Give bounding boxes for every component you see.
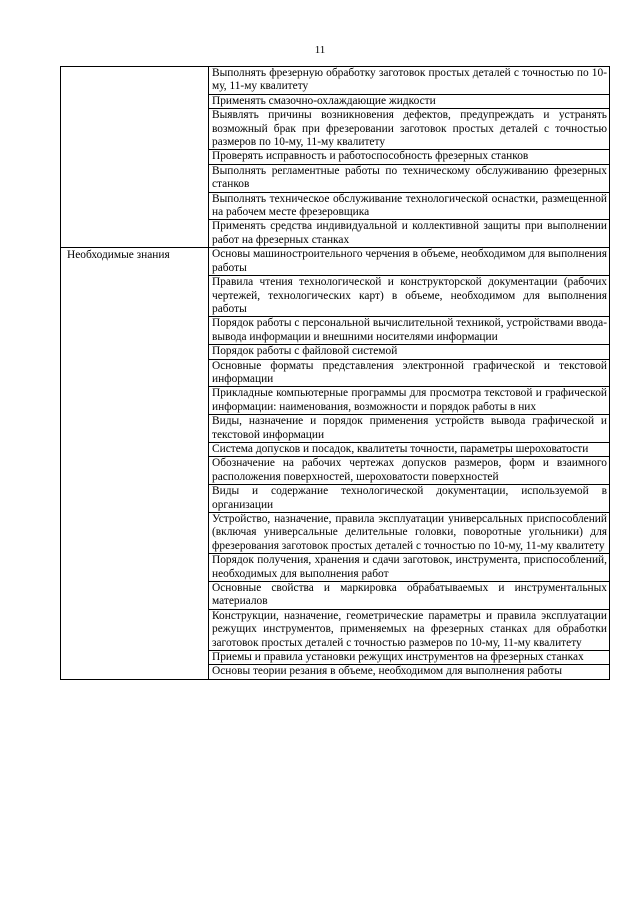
requirements-table bbox=[60, 66, 610, 680]
knowledge-text: Порядок получения, хранения и сдачи заготовок, инструмента, приспособлений, необходимых для выполнения работ bbox=[209, 554, 610, 582]
knowledge-text: Приемы и правила установки режущих инструментов на фрезерных станках bbox=[209, 651, 610, 665]
table-row bbox=[61, 67, 610, 95]
knowledge-text: Основные форматы представления электронной графической и текстовой информации bbox=[209, 359, 610, 387]
requirement-text: Выявлять причины возникновения дефектов, предупреждать и устранять возможный брак при фрезеровании заготовок простых деталей с точностью размеров по 10-му, 11-му квалитету bbox=[209, 109, 610, 150]
knowledge-text: Основы теории резания в объеме, необходимом для выполнения работы bbox=[209, 665, 610, 679]
knowledge-text: Порядок работы с персональной вычислительной техникой, устройствами ввода-вывода информации и внешними носителями информации bbox=[209, 317, 610, 345]
knowledge-text: Виды и содержание технологической документации, используемой в организации bbox=[209, 485, 610, 513]
requirement-label-cell bbox=[61, 67, 209, 248]
knowledge-text: Виды, назначение и порядок применения устройств вывода графической и текстовой информации bbox=[209, 415, 610, 443]
knowledge-text: Конструкции, назначение, геометрические параметры и правила эксплуатации режущих инструментов, применяемых на фрезерных станках для обработки заготовок простых деталей с точностью размеров по 10-му, 11-му квалитету bbox=[209, 609, 610, 650]
knowledge-text: Устройство, назначение, правила эксплуатации универсальных приспособлений (включая универсальные делительные головки, поворотные угольники) для фрезерования заготовок простых деталей с точностью по 10-му, 11-му квалитету bbox=[209, 513, 610, 554]
knowledge-text: Порядок работы с файловой системой bbox=[209, 345, 610, 359]
table-row bbox=[61, 248, 610, 276]
table-body bbox=[61, 67, 610, 680]
knowledge-text: Обозначение на рабочих чертежах допусков размеров, форм и взаимного расположения поверхностей, шероховатости поверхностей bbox=[209, 457, 610, 485]
requirement-text: Применять смазочно-охлаждающие жидкости bbox=[209, 94, 610, 108]
knowledge-text: Правила чтения технологической и конструкторской документации (рабочих чертежей, технологических карт) в объеме, необходимом для выполнения работы bbox=[209, 276, 610, 317]
requirement-text: Выполнять техническое обслуживание технологической оснастки, размещенной на рабочем месте фрезеровщика bbox=[209, 192, 610, 220]
knowledge-text: Система допусков и посадок, квалитеты точности, параметры шероховатости bbox=[209, 442, 610, 456]
knowledge-text: Прикладные компьютерные программы для просмотра текстовой и графической информации: наименования, возможности и порядок работы в них bbox=[209, 387, 610, 415]
knowledge-label: Необходимые знания bbox=[61, 248, 209, 680]
requirement-text: Выполнять фрезерную обработку заготовок простых деталей с точностью по 10-му, 11-му квалитету bbox=[209, 67, 610, 95]
knowledge-text: Основные свойства и маркировка обрабатываемых и инструментальных материалов bbox=[209, 582, 610, 610]
knowledge-text: Основы машиностроительного черчения в объеме, необходимом для выполнения работы bbox=[209, 248, 610, 276]
requirement-text: Применять средства индивидуальной и коллективной защиты при выполнении работ на фрезерных станках bbox=[209, 220, 610, 248]
requirement-text: Проверять исправность и работоспособность фрезерных станков bbox=[209, 150, 610, 164]
requirement-text: Выполнять регламентные работы по техническому обслуживанию фрезерных станков bbox=[209, 164, 610, 192]
page-number: 11 bbox=[314, 44, 326, 56]
